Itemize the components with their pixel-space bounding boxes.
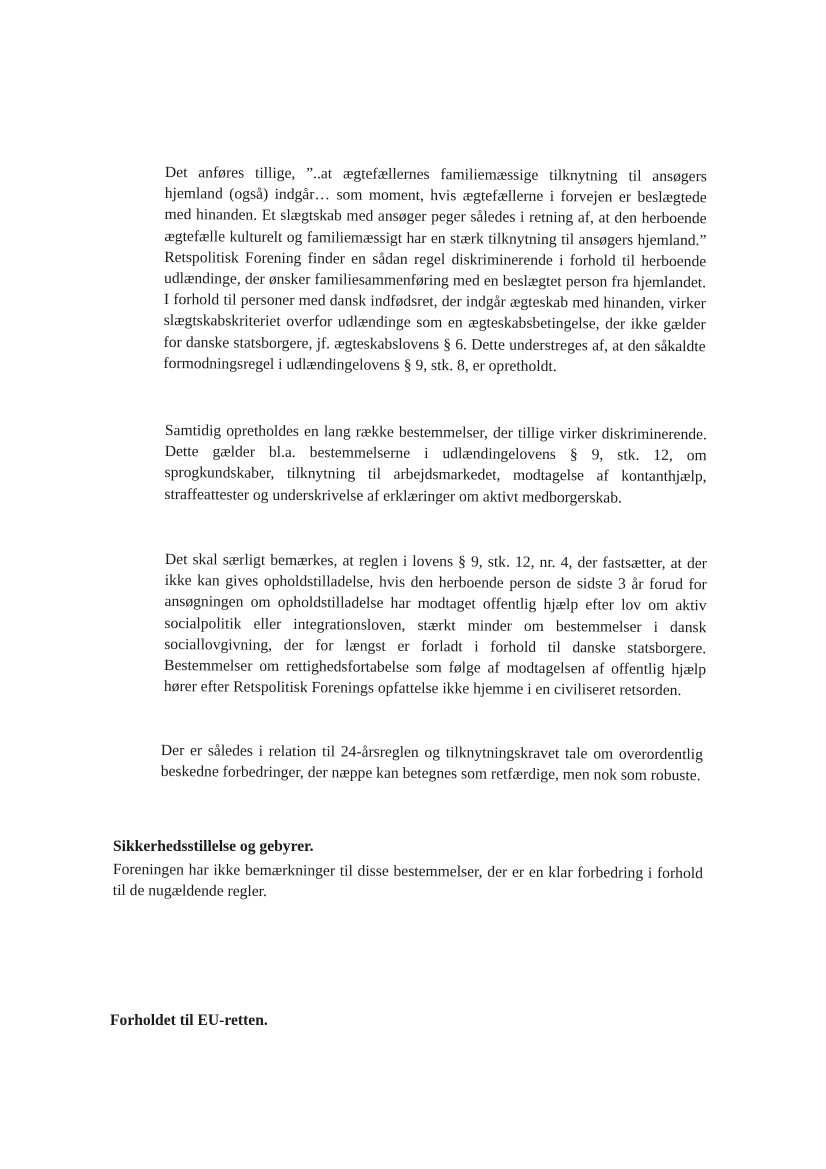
- paragraph-public-assistance-rule: Det skal særligt bemærkes, at reglen i lovens § 9, stk. 12, nr. 4, der fastsætter, at der ikke kan gives opholdstilladelse, hvis den herboende person de sidste 3 år forud for ansøgningen om opholdstilladelse har modtaget offentlig hjælp efter lov om aktiv socialpolitik eller integrationsloven, stærkt minder om bestemmelser i dansk sociallovgivning, der for længst er forladt i forhold til danske statsborgere. Bestemmelser om rettighedsfortabelse som følge af modtagelsen af offentlig hjælp hører efter Retspolitisk Forenings opfattelse ikke hjemme i en civiliseret retsorden.: [163, 550, 707, 700]
- paragraph-relationship-criterion: Det anføres tillige, ”..at ægtefællernes familiemæssige tilknytning til ansøgers hjemland (også) indgår… som moment, hvis ægtefællerne i forvejen er beslægtede med hinanden. Et slægtskab med ansøger peger således i retning af, at den herboende ægtefælle kulturelt og familiemæssigt har en stærk tilknytning til ansøgers hjemland.” Retspolitisk Forening finder en sådan regel diskriminerende i forhold til herboende udlændinge, der ønsker familiesammenføring med en beslægtet person fra hjemlandet. I forhold til personer med dansk indfødsret, der indgår ægteskab med hinanden, virker slægtskabskriteriet overfor udlændinge som en ægteskabsbetingelse, der ikke gælder for danske statsborgere, jf. ægteskabslovens § 6. Dette understreges af, at den såkaldte formodningsregel i udlændingelovens § 9, stk. 8, er opretholdt.: [163, 163, 707, 375]
- paragraph-conclusion: Der er således i relation til 24-årsreglen og tilknytningskravet tale om overordentlig beskedne forbedringer, der næppe kan betegnes som retfærdige, men nok som robuste.: [160, 741, 703, 785]
- section-heading-eu-law: Forholdet til EU-retten.: [110, 1012, 268, 1029]
- paragraph-security-fees: Foreningen har ikke bemærkninger til disse bestemmelser, der er en klar forbedring i forhold til de nugældende regler.: [112, 860, 703, 901]
- paragraph-discriminatory-provisions: Samtidig opretholdes en lang række bestemmelser, der tillige virker diskriminerende. Dette gælder bl.a. bestemmelserne i udlændingelovens § 9, stk. 12, om sprogkundskaber, tilknytning til arbejdsmarkedet, modtagelse af kontanthjælp, straffeattester og underskrivelse af erklæringer om aktivt medborgerskab.: [164, 421, 707, 507]
- section-heading-security-fees: Sikkerhedsstillelse og gebyrer.: [113, 838, 314, 855]
